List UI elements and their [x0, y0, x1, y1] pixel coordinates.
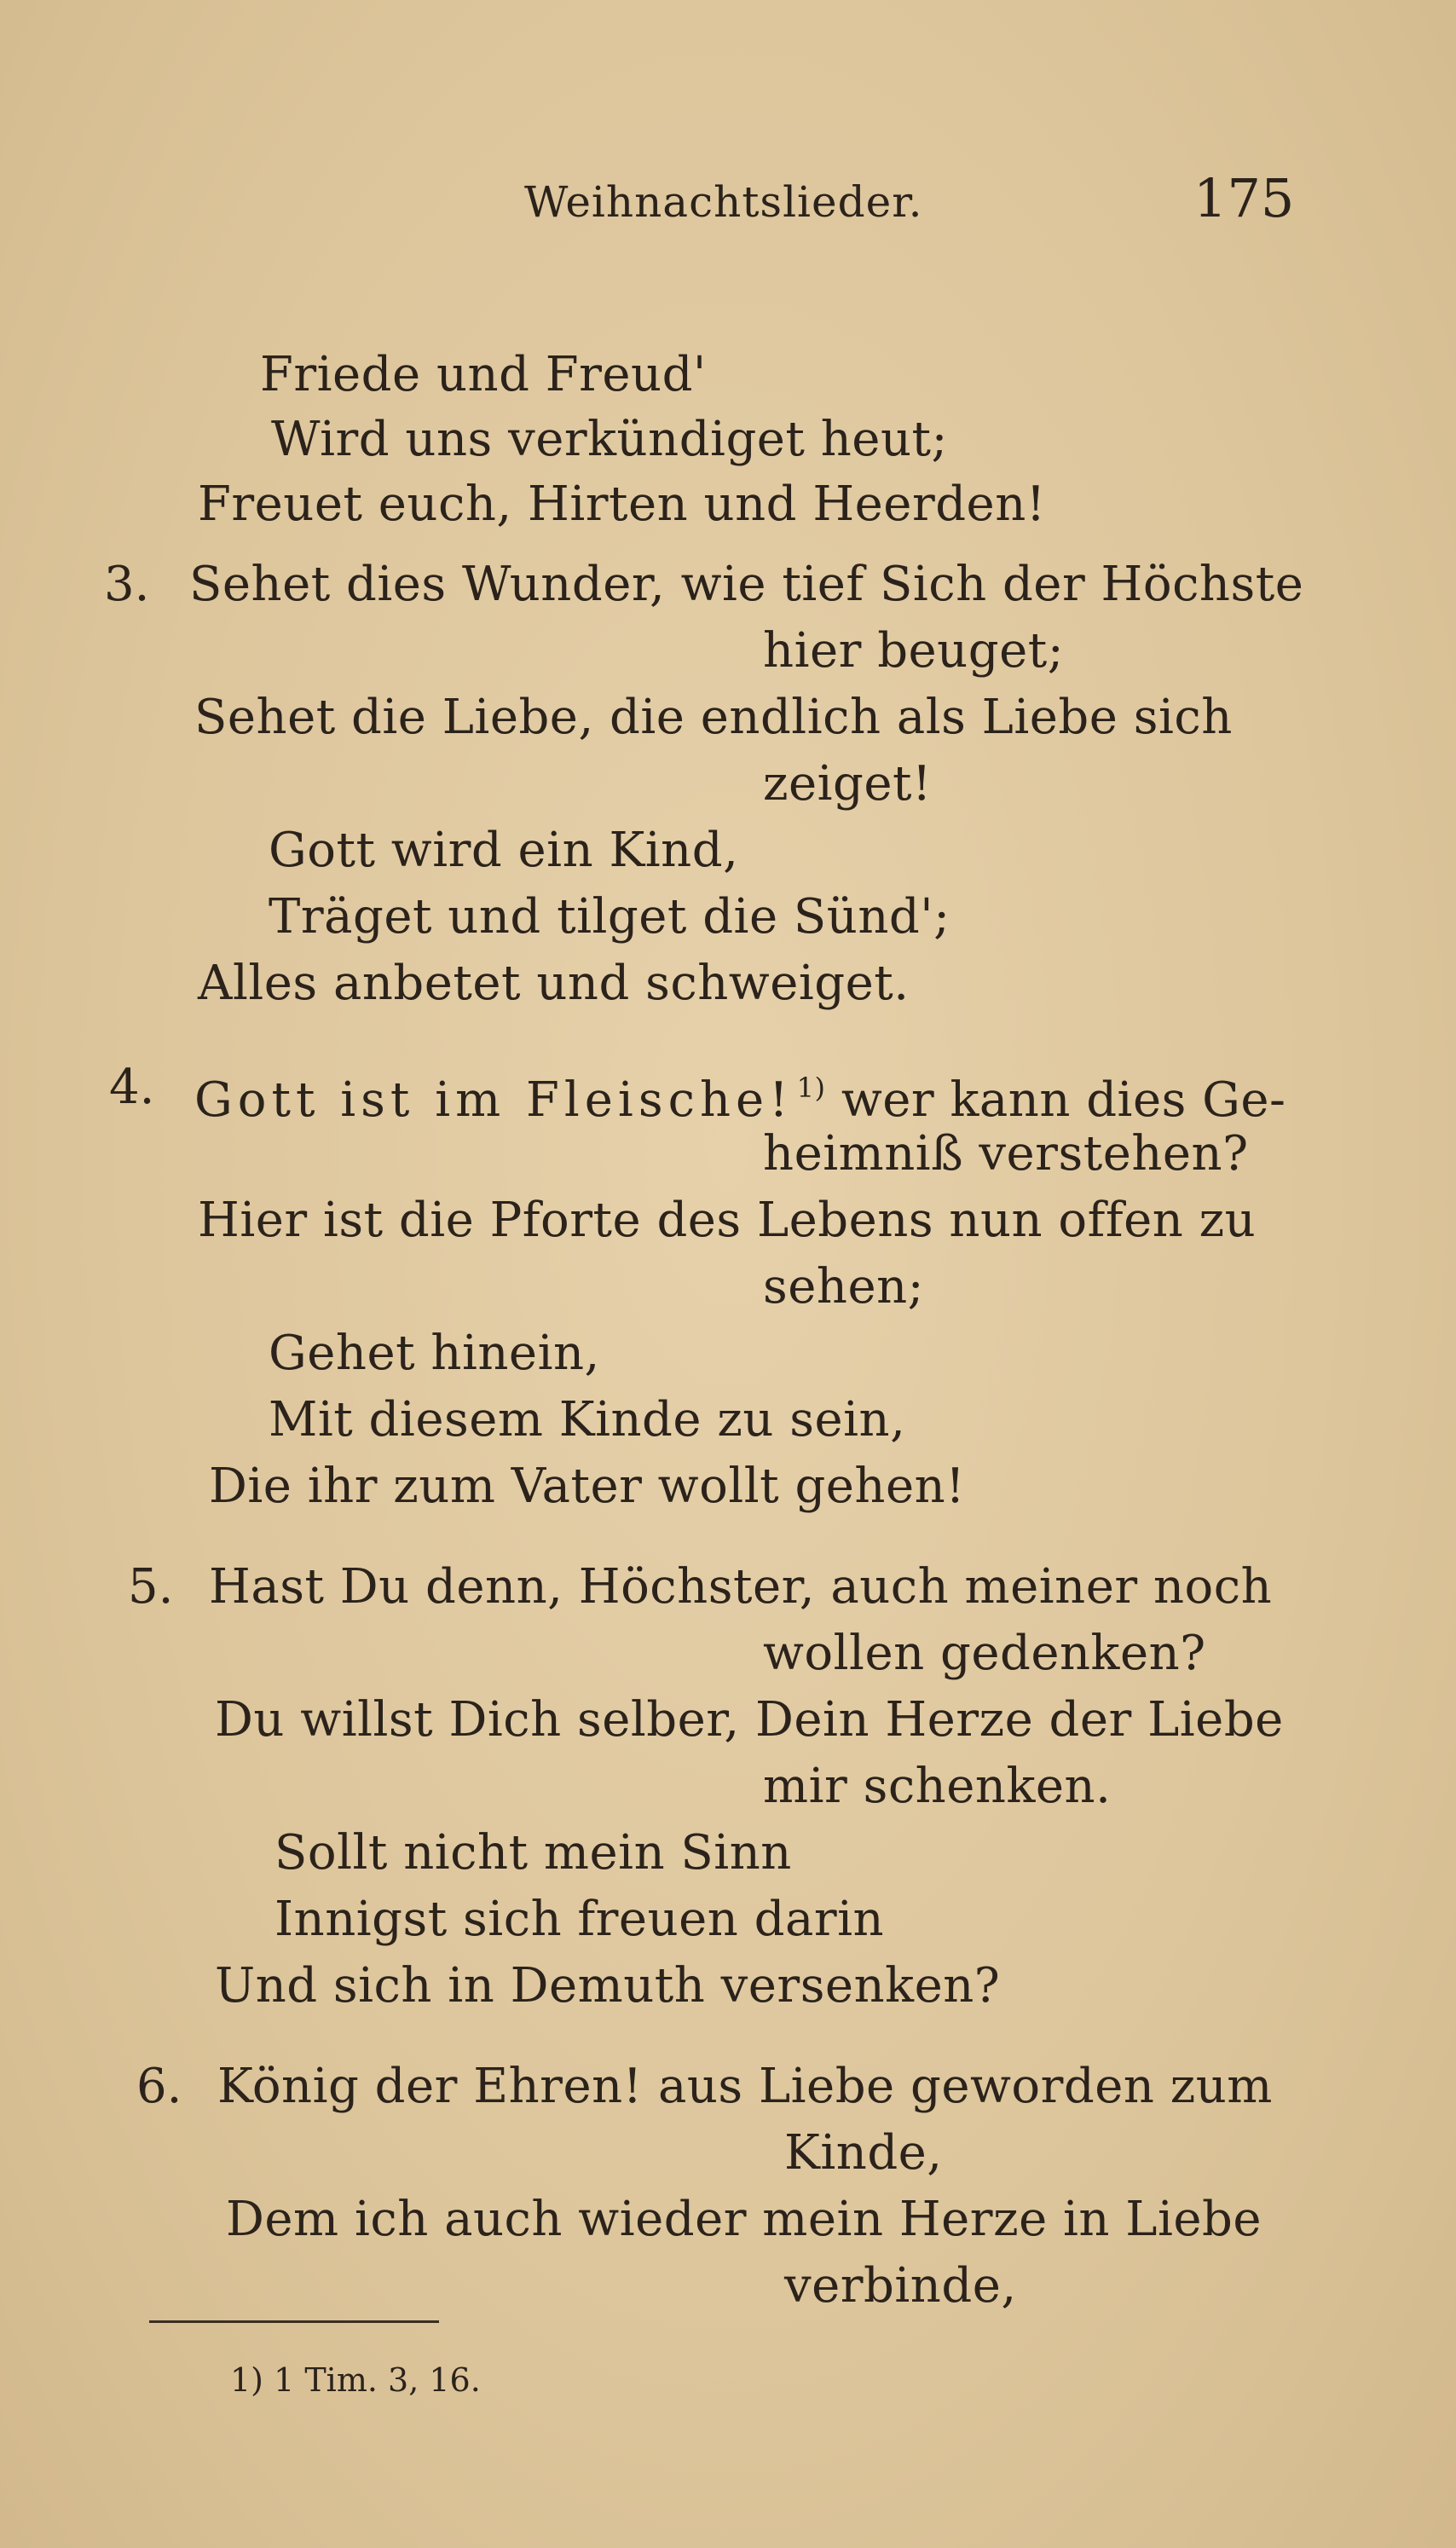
stanza-number: 5. — [128, 1559, 174, 1615]
stanza-number: 3. — [104, 557, 150, 612]
verse-line: sehen; — [763, 1259, 925, 1314]
stanza-number: 6. — [136, 2059, 182, 2114]
running-head: Weihnachtslieder. — [524, 177, 923, 227]
verse-line: zeiget! — [763, 756, 933, 812]
footnote-marker: 1) — [796, 1072, 826, 1104]
verse-line: Und sich in Demuth versenken? — [215, 1958, 1001, 2014]
verse-line: Dem ich auch wieder mein Herze in Liebe — [226, 2192, 1262, 2247]
verse-line: Sollt nicht mein Sinn — [274, 1825, 792, 1881]
verse-line: Freuet euch, Hirten und Heerden! — [198, 477, 1046, 532]
verse-text: wer kann dies Ge- — [841, 1072, 1286, 1128]
verse-line: Mit diesem Kinde zu sein, — [269, 1392, 906, 1447]
verse-line: Hier ist die Pforte des Lebens nun offen zu — [198, 1193, 1257, 1248]
verse-line: Gott wird ein Kind, — [269, 823, 739, 878]
verse-line: Du willst Dich selber, Dein Herze der Liebe — [215, 1692, 1284, 1748]
verse-line: mir schenken. — [763, 1759, 1112, 1814]
footnote-rule — [149, 2320, 439, 2323]
verse-line: Sehet dies Wunder, wie tief Sich der Höchste — [189, 557, 1304, 612]
verse-line: König der Ehren! aus Liebe geworden zum — [217, 2059, 1273, 2114]
stanza-number: 4. — [109, 1060, 155, 1115]
verse-line: Alles anbetet und schweiget. — [198, 956, 910, 1011]
verse-line: verbinde, — [784, 2258, 1017, 2314]
footnote: 1) 1 Tim. 3, 16. — [230, 2361, 481, 2399]
verse-line: Kinde, — [784, 2125, 943, 2181]
verse-line: Die ihr zum Vater wollt gehen! — [209, 1459, 966, 1514]
page-number: 175 — [1193, 167, 1295, 229]
verse-line: wollen gedenken? — [763, 1626, 1206, 1681]
verse-line: Hast Du denn, Höchster, auch meiner noch — [209, 1559, 1273, 1615]
verse-text: Gott ist im Fleische! — [194, 1072, 794, 1128]
verse-line: Friede und Freud' — [260, 347, 707, 402]
verse-line: Träget und tilget die Sünd'; — [269, 889, 950, 945]
verse-line: Sehet die Liebe, die endlich als Liebe sich — [194, 690, 1233, 745]
verse-line: Gehet hinein, — [269, 1326, 600, 1381]
verse-line: heimniß verstehen? — [763, 1126, 1249, 1182]
verse-line: Innigst sich freuen darin — [274, 1892, 885, 1947]
verse-line: Wird uns verkündiget heut; — [271, 412, 948, 467]
verse-line: hier beuget; — [763, 623, 1065, 679]
